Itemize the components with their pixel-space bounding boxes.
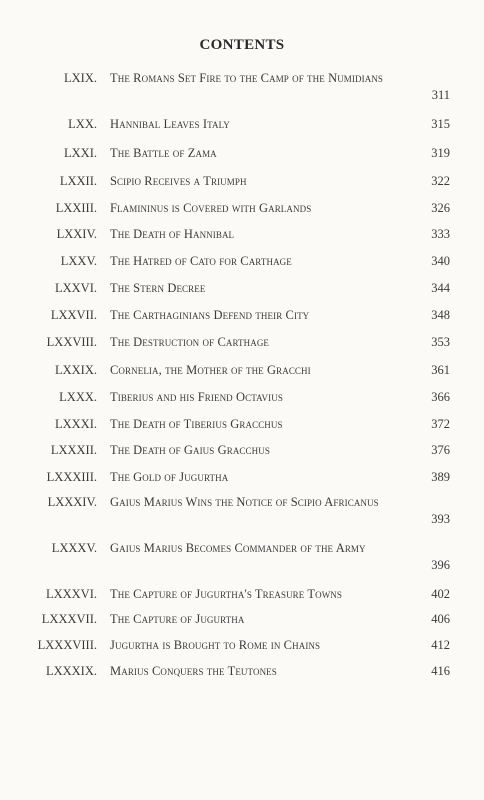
chapter-title: The Hatred of Cato for Carthage [110,254,292,268]
chapter-number: LXXXIII. [46,470,97,484]
chapter-title: The Carthaginians Defend their City [110,308,310,322]
chapter-title: The Capture of Jugurtha's Treasure Towns [110,587,343,601]
page-number: 319 [431,146,450,160]
page-number: 326 [431,201,450,215]
chapter-number: LXXVI. [54,281,97,295]
chapter-title: The Death of Tiberius Gracchus [110,417,283,431]
chapter-number: LXXXII. [50,443,97,457]
page-number: 376 [431,443,450,457]
page-number: 416 [431,664,450,678]
chapter-title: The Death of Hannibal [110,227,235,241]
chapter-title: The Romans Set Fire to the Camp of the Numidians [110,71,383,85]
chapter-number: LXXXVII. [41,612,97,626]
chapter-title: Scipio Receives a Triumph [110,174,247,188]
page-number: 412 [431,638,450,652]
contents-heading: CONTENTS [199,37,285,53]
chapter-number: LXXIV. [56,227,97,241]
page-number: 361 [431,363,450,377]
chapter-number: LXXII. [59,174,97,188]
chapter-title: The Gold of Jugurtha [110,470,229,484]
chapter-title: The Stern Decree [110,281,206,295]
chapter-title: The Battle of Zama [110,146,217,160]
page-number: 340 [431,254,450,268]
chapter-number: LXXVIII. [46,335,97,349]
page-number: 344 [431,281,450,295]
chapter-title: Gaius Marius Becomes Commander of the Army [110,541,366,555]
chapter-title: The Death of Gaius Gracchus [110,443,270,457]
chapter-title: Jugurtha is Brought to Rome in Chains [110,638,321,652]
chapter-title: The Destruction of Carthage [110,335,270,349]
page-number: 396 [431,558,450,572]
chapter-title: The Capture of Jugurtha [110,612,245,626]
page-number: 402 [431,587,450,601]
chapter-number: LXXIX. [54,363,97,377]
chapter-number: LXXXI. [54,417,97,431]
chapter-number: LXXI. [64,146,97,160]
chapter-title: Gaius Marius Wins the Notice of Scipio Africanus [110,495,379,509]
chapter-number: LXXXVI. [45,587,97,601]
chapter-number: LXXV. [60,254,97,268]
page-number: 393 [431,512,450,526]
chapter-title: Hannibal Leaves Italy [110,117,230,131]
page-number: 372 [431,417,450,431]
chapter-number: LXXXVIII. [37,638,97,652]
page-number: 322 [431,174,450,188]
chapter-number: LXIX. [64,71,97,85]
chapter-number: LXX. [68,117,97,131]
page-number: 353 [431,335,450,349]
page-number: 366 [431,390,450,404]
page-number: 389 [431,470,450,484]
chapter-number: LXXXIX. [45,664,97,678]
chapter-title: Tiberius and his Friend Octavius [110,390,283,404]
chapter-title: Flamininus is Covered with Garlands [110,201,312,215]
chapter-number: LXXXIV. [47,495,97,509]
page-number: 311 [431,88,450,102]
page-number: 406 [431,612,450,626]
chapter-title: Marius Conquers the Teutones [110,664,277,678]
chapter-number: LXXXV. [51,541,97,555]
chapter-title: Cornelia, the Mother of the Gracchi [110,363,311,377]
chapter-number: LXXIII. [55,201,97,215]
page-number: 333 [431,227,450,241]
page-number: 348 [431,308,450,322]
chapter-number: LXXVII. [50,308,97,322]
page-number: 315 [431,117,450,131]
chapter-number: LXXX. [59,390,97,404]
